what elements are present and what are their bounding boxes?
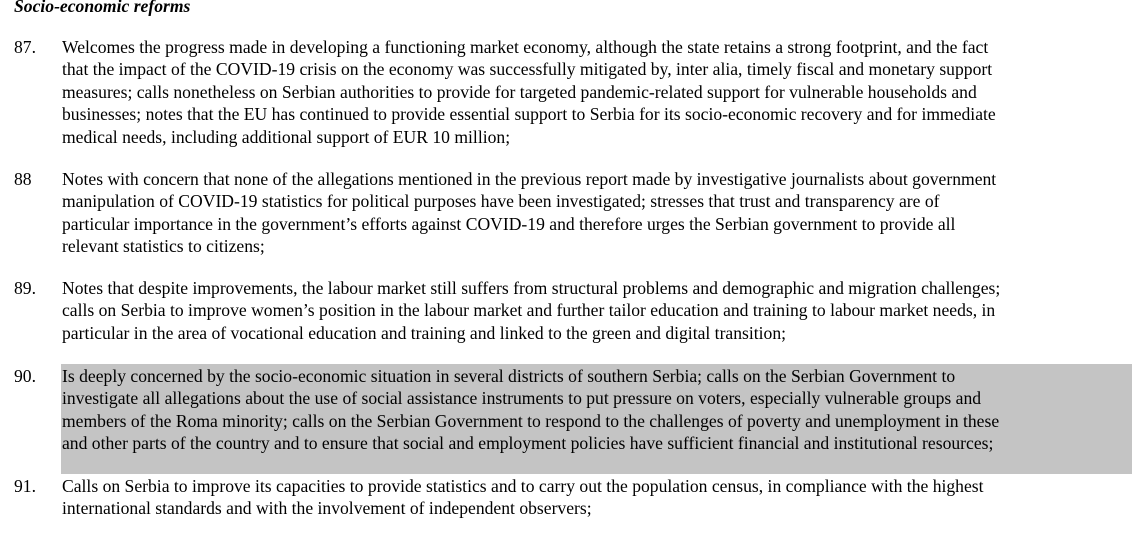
- text-line: Calls on Serbia to improve its capacities to provide statistics and to carry out the population census, in compliance with the highest: [62, 476, 984, 496]
- text-line: members of the Roma minority; calls on the Serbian Government to respond to the challenges of poverty and unemployment in these: [62, 410, 1000, 431]
- paragraph-text: [62, 36, 1137, 148]
- text-line: medical needs, including additional support of EUR 10 million;: [62, 126, 511, 147]
- paragraph-text-highlighted: [62, 365, 1137, 455]
- text-line: international standards and with the involvement of independent observers;: [62, 498, 592, 519]
- text-line: calls on Serbia to improve women’s position in the labour market and further tailor education and training to labour market needs, in: [62, 300, 996, 321]
- text-line: that the impact of the COVID-19 crisis on the economy was successfully mitigated by, inter alia, timely fiscal and monetary support: [62, 59, 993, 80]
- text-line: Notes that despite improvements, the labour market still suffers from structural problems and demographic and migration challenges;: [62, 278, 1001, 298]
- paragraph-number: 87.: [14, 37, 36, 57]
- paragraph-number: 90.: [14, 366, 36, 386]
- paragraph-text: [62, 277, 1137, 344]
- text-line: Notes with concern that none of the allegations mentioned in the previous report made by investigative journalists about government: [62, 169, 997, 189]
- text-line: particular in the area of vocational education and training and linked to the green and digital transition;: [62, 322, 787, 343]
- text-line: businesses; notes that the EU has continued to provide essential support to Serbia for its socio-economic recovery and for immediate: [62, 104, 996, 125]
- text-line: Is deeply concerned by the socio-economic situation in several districts of southern Serbia; calls on the Serbian Government to: [62, 366, 956, 386]
- paragraph-text: [62, 475, 1137, 520]
- paragraph-number: 89.: [14, 278, 36, 298]
- text-line: relevant statistics to citizens;: [62, 236, 265, 257]
- section-heading: Socio-economic reforms: [14, 0, 191, 16]
- text-line: manipulation of COVID-19 statistics for political purposes have been investigated; stresses that trust and transparency are of: [62, 191, 940, 212]
- text-line: and other parts of the country and to ensure that social and employment policies have sufficient financial and institutional resources;: [62, 433, 994, 454]
- text-line: investigate all allegations about the use of social assistance instruments to put pressure on voters, especially vulnerable groups and: [62, 388, 982, 409]
- paragraph-number: 88: [14, 169, 32, 189]
- paragraph-number: 91.: [14, 476, 36, 496]
- text-line: measures; calls nonetheless on Serbian authorities to provide for targeted pandemic-related support for vulnerable households and: [62, 81, 977, 102]
- text-line: Welcomes the progress made in developing a functioning market economy, although the state retains a strong footprint, and the fact: [62, 37, 989, 57]
- text-line: particular importance in the government’s efforts against COVID-19 and therefore urges the Serbian government to provide all: [62, 213, 956, 234]
- paragraph-text: [62, 168, 1137, 258]
